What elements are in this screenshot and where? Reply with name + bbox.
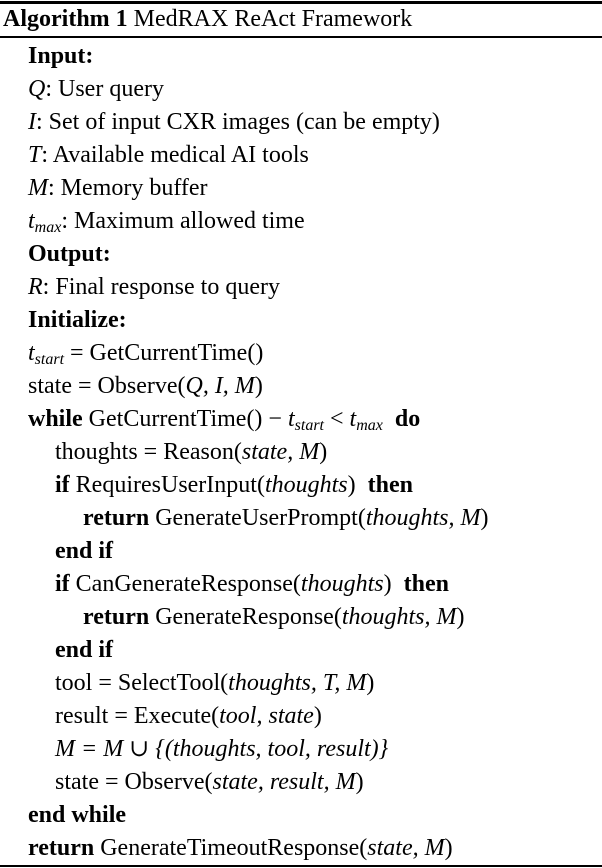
args: state, M [241,439,320,465]
then-keyword: then [403,571,449,597]
close: ) [319,439,328,465]
close: ) [347,472,356,498]
close: ) [383,571,392,597]
input-item-query [28,73,164,106]
description: : Maximum allowed time [61,208,305,234]
symbol: I [28,109,36,135]
caption-title: MedRAX ReAct Framework [133,6,413,32]
return-keyword: return [28,835,95,861]
condition-call: GetCurrentTime() − [88,406,288,432]
subscript: max [356,417,383,434]
if-keyword: if [55,472,70,498]
init-start-time [28,337,263,370]
algorithm-caption [3,4,412,34]
bottom-rule [0,865,602,867]
close: ) [254,373,263,399]
input-item-memory [28,172,208,205]
end-if-1: end if [55,538,114,564]
select-tool-line [55,667,374,700]
thoughts-line [55,436,327,469]
call: result = Execute( [55,703,220,729]
description: : Final response to query [42,274,280,300]
symbol: t [28,208,35,234]
state-update-line [55,766,364,799]
subscript: start [294,417,324,434]
output-item-response [28,271,280,304]
symbol: Q [28,76,46,102]
close: ) [444,835,453,861]
symbol: T [28,142,42,168]
while-keyword: while [28,406,83,432]
close: ) [366,670,375,696]
description: : Set of input CXR images (can be empty) [36,109,440,135]
input-item-images [28,106,440,139]
memory-update-line: M = M ∪ {(thoughts, tool, result)} [55,736,389,762]
call: GenerateResponse( [155,604,342,630]
less-than: < [323,406,350,432]
init-state [28,370,263,403]
call: GenerateTimeoutResponse( [100,835,368,861]
call: tool = SelectTool( [55,670,229,696]
end-if-2: end if [55,637,114,663]
t-symbol: t [287,406,295,432]
do-keyword: do [394,406,421,432]
close: ) [355,769,364,795]
description: : Memory buffer [48,175,208,201]
symbol: R [28,274,43,300]
call: state = Observe( [28,373,186,399]
t-symbol: t [349,406,357,432]
description: : Available medical AI tools [41,142,309,168]
return-response-line [83,601,464,634]
return-keyword: return [83,604,150,630]
call: thoughts = Reason( [55,439,242,465]
output-header: Output: [28,241,111,267]
args: state, M [367,835,445,861]
args: thoughts, T, M [228,670,367,696]
close: ) [456,604,465,630]
args: thoughts, M [365,505,481,531]
then-keyword: then [367,472,413,498]
execute-line [55,700,322,733]
return-user-prompt-line [83,502,488,535]
args: thoughts [264,472,348,498]
caption-label: Algorithm 1 [3,6,128,32]
close: ) [480,505,489,531]
args: Q, I, M [185,373,255,399]
if-user-input-line [55,469,413,502]
subscript: max [34,219,62,236]
return-timeout-line [28,832,453,865]
args: thoughts [300,571,384,597]
if-keyword: if [55,571,70,597]
call: state = Observe( [55,769,213,795]
input-header: Input: [28,43,94,69]
return-keyword: return [83,505,150,531]
close: ) [313,703,322,729]
input-item-max-time [28,205,305,238]
if-can-generate-line [55,568,449,601]
args: thoughts, M [341,604,457,630]
subscript: start [34,351,65,368]
while-line [28,403,420,436]
description: : User query [45,76,164,102]
input-item-tools [28,139,309,172]
initialize-header: Initialize: [28,307,127,333]
call: CanGenerateResponse( [75,571,301,597]
args: state, result, M [212,769,356,795]
call: GenerateUserPrompt( [155,505,366,531]
assignment: = GetCurrentTime() [64,340,264,366]
symbol: M [28,175,48,201]
call: RequiresUserInput( [75,472,265,498]
args: tool, state [219,703,314,729]
caption-rule [0,36,602,38]
symbol: t [28,340,35,366]
end-while: end while [28,802,127,828]
